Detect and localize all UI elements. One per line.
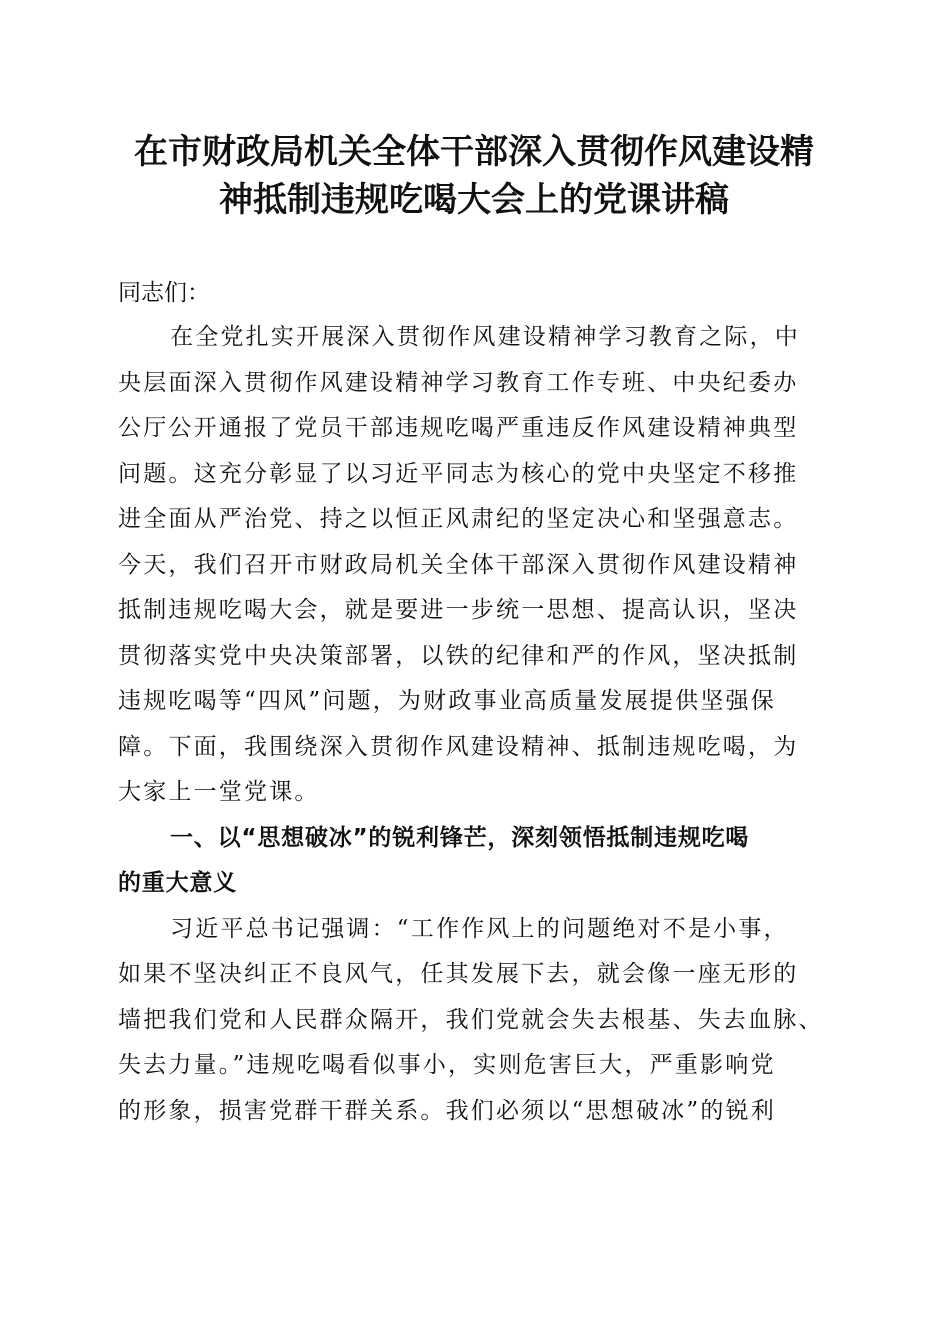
paragraph-line: 习近平总书记强调：“工作作风上的问题绝对不是小事， <box>170 915 789 942</box>
paragraph-line: 公厅公开通报了党员干部违规吃喝严重违反作风建设精神典型 <box>118 415 799 441</box>
paragraph-line: 今天，我们召开市财政局机关全体干部深入贯彻作风建设精神 <box>118 551 799 578</box>
paragraph-line: 问题。这充分彰显了以习近平同志为核心的党中央坚定不移推 <box>118 460 799 487</box>
paragraph-line: 违规吃喝等“四风”问题，为财政事业高质量发展提供坚强保 <box>118 688 776 714</box>
document-page <box>118 128 830 1124</box>
document-title <box>118 128 830 224</box>
paragraph-line: 央层面深入贯彻作风建设精神学习教育工作专班、中央纪委办 <box>118 369 799 396</box>
paragraph-line: 如果不坚决纠正不良风气，任其发展下去，就会像一座无形的 <box>118 961 799 987</box>
paragraph-line: 在全党扎实开展深入贯彻作风建设精神学习教育之际，中 <box>170 324 800 350</box>
paragraph-line: 抵制违规吃喝大会，就是要进一步统一思想、提高认识，坚决 <box>118 597 799 623</box>
paragraph-line: 障。下面，我围绕深入贯彻作风建设精神、抵制违规吃喝，为 <box>118 733 799 760</box>
paragraph-line: 墙把我们党和人民群众隔开，我们党就会失去根基、失去血脉、 <box>118 1006 824 1033</box>
paragraph-intro <box>118 320 830 821</box>
title-line-1: 在市财政局机关全体干部深入贯彻作风建设精 <box>134 132 814 172</box>
section-heading-1 <box>118 821 830 912</box>
paragraph-line: 大家上一堂党课。 <box>118 779 320 805</box>
heading-line: 一、以“思想破冰”的锐利锋芒，深刻领悟抵制违规吃喝 <box>170 824 750 851</box>
heading-line: 的重大意义 <box>118 870 237 896</box>
salutation: 同志们： <box>118 280 210 306</box>
paragraph-line: 贯彻落实党中央决策部署，以铁的纪律和严的作风，坚决抵制 <box>118 642 799 669</box>
paragraph-line: 的形象，损害党群干群关系。我们必须以“思想破冰”的锐利 <box>118 1097 776 1124</box>
paragraph-line: 失去力量。”违规吃喝看似事小，实则危害巨大，严重影响党 <box>118 1052 776 1078</box>
document-body <box>118 320 830 1139</box>
title-line-2: 神抵制违规吃喝大会上的党课讲稿 <box>219 180 729 220</box>
paragraph-line: 进全面从严治党、持之以恒正风肃纪的坚定决心和坚强意志。 <box>118 506 799 532</box>
paragraph-section-1 <box>118 912 830 1140</box>
